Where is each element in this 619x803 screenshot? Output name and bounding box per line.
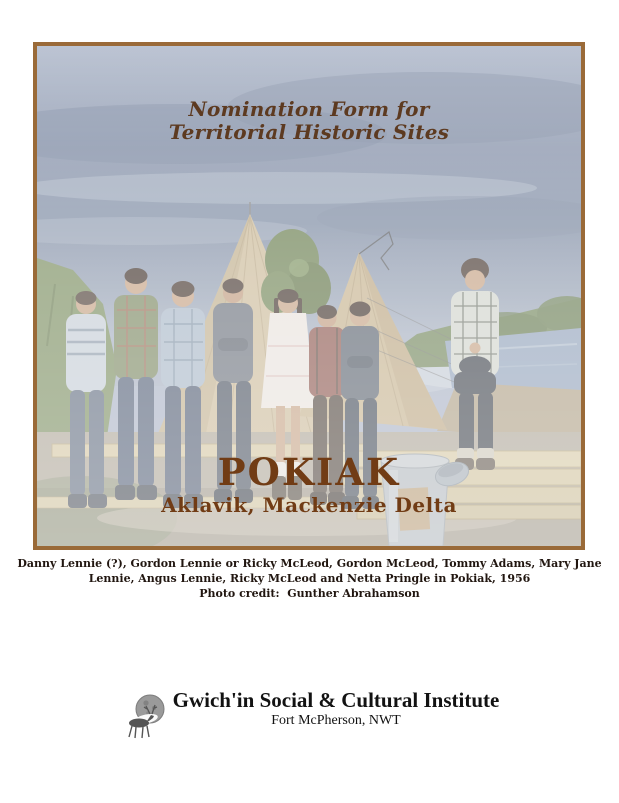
- organization-name: Gwich'in Social & Cultural Institute: [172, 688, 500, 712]
- footer-text: [173, 688, 500, 729]
- site-name: POKIAK: [217, 450, 401, 494]
- photo-frame: [33, 42, 585, 550]
- form-title: [37, 98, 581, 144]
- site-title-block: [37, 452, 581, 518]
- organization-location: Fort McPherson, NWT: [271, 713, 401, 728]
- photo-caption-credit: Photo credit: Gunther Abrahamson: [199, 587, 420, 600]
- form-title-line1: Nomination Form for: [188, 97, 430, 121]
- site-location: Aklavik, Mackenzie Delta: [161, 493, 457, 517]
- caribou-moon-logo-icon: [120, 690, 168, 742]
- form-title-line2: Territorial Historic Sites: [168, 120, 450, 144]
- photo-caption-line2: Lennie, Angus Lennie, Ricky McLeod and Netta Pringle in Pokiak, 1956: [88, 572, 531, 585]
- photo-caption: [0, 556, 619, 601]
- photo-caption-line1: Danny Lennie (?), Gordon Lennie or Ricky McLeod, Gordon McLeod, Tommy Adams, Mary Jane: [17, 557, 602, 570]
- footer: [0, 688, 619, 742]
